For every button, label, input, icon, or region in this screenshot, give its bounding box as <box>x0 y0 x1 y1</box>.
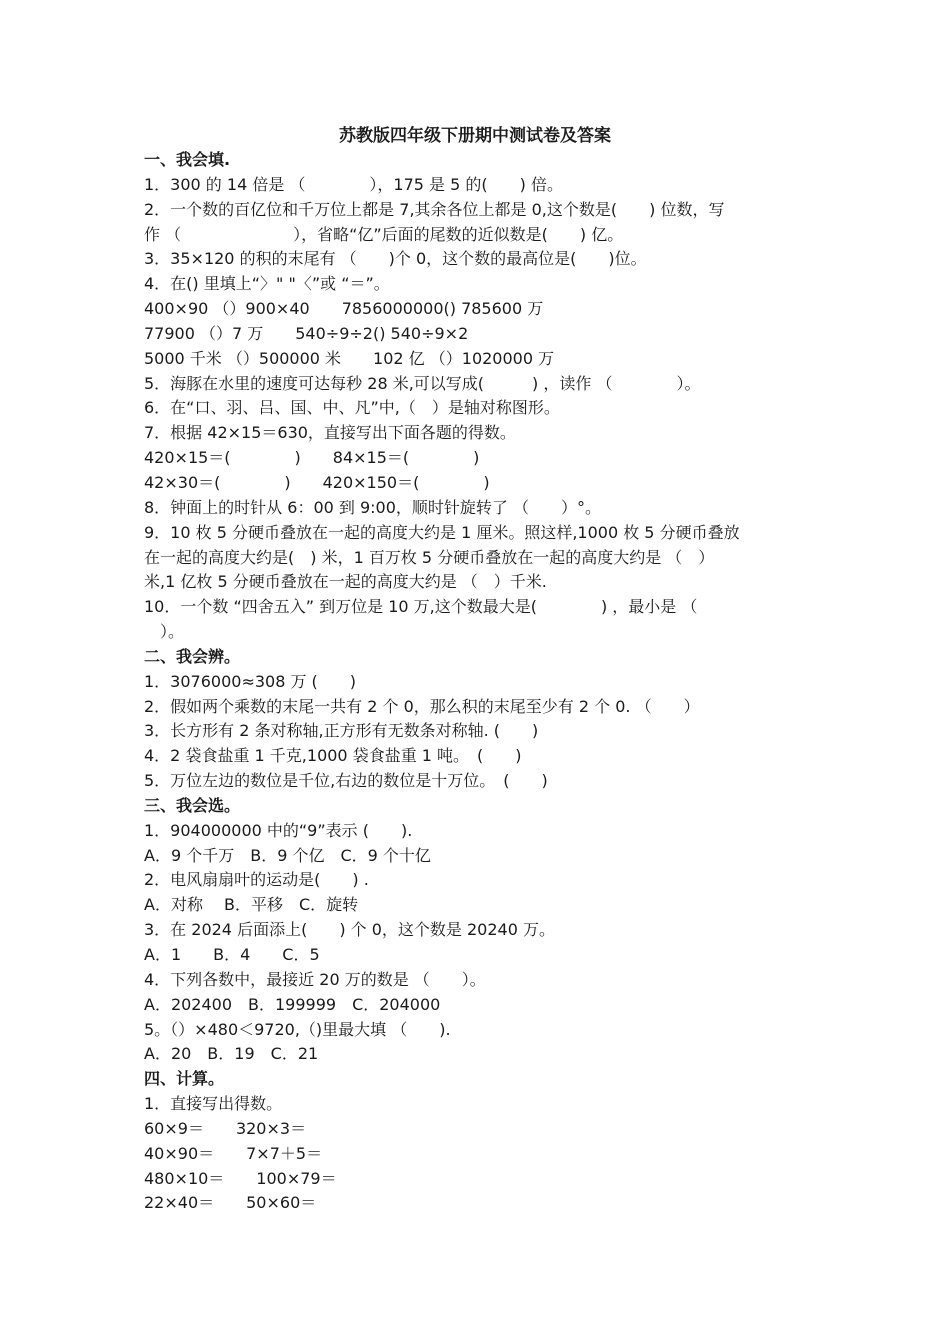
question-line: 3．35×120 的积的末尾有 （ )个 0，这个数的最高位是( )位。 <box>144 249 647 269</box>
question-line: 5000 千米 （）500000 米 102 亿 （）1020000 万 <box>144 348 555 368</box>
question-line: A．对称 B．平移 C．旋转 <box>144 895 359 915</box>
document-body <box>144 148 808 1216</box>
question-line: 2．一个数的百亿位和千万位上都是 7,其余各位上都是 0,这个数是( ) 位数，写 <box>144 199 725 219</box>
question-line: A．9 个千万 B．9 个亿 C．9 个十亿 <box>144 845 431 865</box>
question-line: 3．在 2024 后面添上( ) 个 0，这个数是 20240 万。 <box>144 920 555 940</box>
question-line: 42×30＝( ) 420×150＝( ) <box>144 472 490 492</box>
question-line: ）。 <box>144 622 185 642</box>
section-heading: 三、我会选。 <box>144 795 241 815</box>
question-line: 4．2 袋食盐重 1 千克,1000 袋食盐重 1 吨。 ( ) <box>144 746 522 766</box>
question-line: 5．万位左边的数位是千位,右边的数位是十万位。 ( ) <box>144 771 548 791</box>
section-heading: 一、我会填. <box>144 150 231 169</box>
question-line: 22×40＝ 50×60＝ <box>144 1193 317 1213</box>
question-line: A．202400 B．199999 C．204000 <box>144 994 441 1014</box>
question-line: A．1 B．4 C．5 <box>144 945 320 964</box>
question-line: 1．3076000≈308 万 ( ) <box>144 671 357 691</box>
question-line: 2．假如两个乘数的末尾一共有 2 个 0，那么积的末尾至少有 2 个 0. （ ） <box>144 696 700 716</box>
question-line: 8．钟面上的时针从 6：00 到 9:00，顺时针旋转了 （ ）°。 <box>144 497 601 517</box>
question-line: 3．长方形有 2 条对称轴,正方形有无数条对称轴. ( ) <box>144 721 539 741</box>
question-line: 420×15＝( ) 84×15＝( ) <box>144 448 480 468</box>
question-line: 5．海豚在水里的速度可达每秒 28 米,可以写成( ) ，读作 （ ）。 <box>144 373 701 393</box>
question-line: 6．在“口、羽、吕、国、中、凡”中,（ ）是轴对称图形。 <box>144 398 560 418</box>
question-line: 480×10＝ 100×79＝ <box>144 1168 337 1188</box>
question-line: 60×9＝ 320×3＝ <box>144 1118 307 1138</box>
question-line: 77900 （）7 万 540÷9÷2() 540÷9×2 <box>144 323 469 343</box>
question-line: 1．904000000 中的“9”表示 ( ). <box>144 820 413 840</box>
question-line: 作 （ ），省略“亿”后面的尾数的近似数是( ) 亿。 <box>144 224 624 244</box>
question-line: 1．300 的 14 倍是 （ ），175 是 5 的( ) 倍。 <box>144 174 563 194</box>
question-line: 40×90＝ 7×7＋5＝ <box>144 1143 323 1163</box>
question-line: 5。（）×480＜9720,（)里最大填 （ ). <box>144 1019 451 1039</box>
question-line: 米,1 亿枚 5 分硬币叠放在一起的高度大约是 （ ）千米. <box>144 572 547 592</box>
question-line: 1．直接写出得数。 <box>144 1094 283 1114</box>
question-line: 4．下列各数中，最接近 20 万的数是 （ ）。 <box>144 969 486 989</box>
section-heading: 四、计算。 <box>144 1069 225 1089</box>
question-line: 2．电风扇扇叶的运动是( ) . <box>144 870 369 890</box>
document-title: 苏教版四年级下册期中测试卷及答案 <box>339 126 611 146</box>
question-line: 在一起的高度大约是( ) 米，1 百万枚 5 分硬币叠放在一起的高度大约是 （ ） <box>144 547 715 567</box>
question-line: 7．根据 42×15＝630，直接写出下面各题的得数。 <box>144 423 516 443</box>
question-line: 9．10 枚 5 分硬币叠放在一起的高度大约是 1 厘米。照这样,1000 枚 5 分硬币叠放 <box>144 522 740 542</box>
question-line: A．20 B．19 C．21 <box>144 1044 319 1064</box>
section-heading: 二、我会辨。 <box>144 646 241 666</box>
question-line: 10．一个数 “四舍五入” 到万位是 10 万,这个数最大是( ) ，最小是 （ <box>144 597 698 617</box>
question-line: 400×90 （）900×40 7856000000() 785600 万 <box>144 299 544 319</box>
question-line: 4．在() 里填上“〉" "〈”或 “＝”。 <box>144 274 390 294</box>
